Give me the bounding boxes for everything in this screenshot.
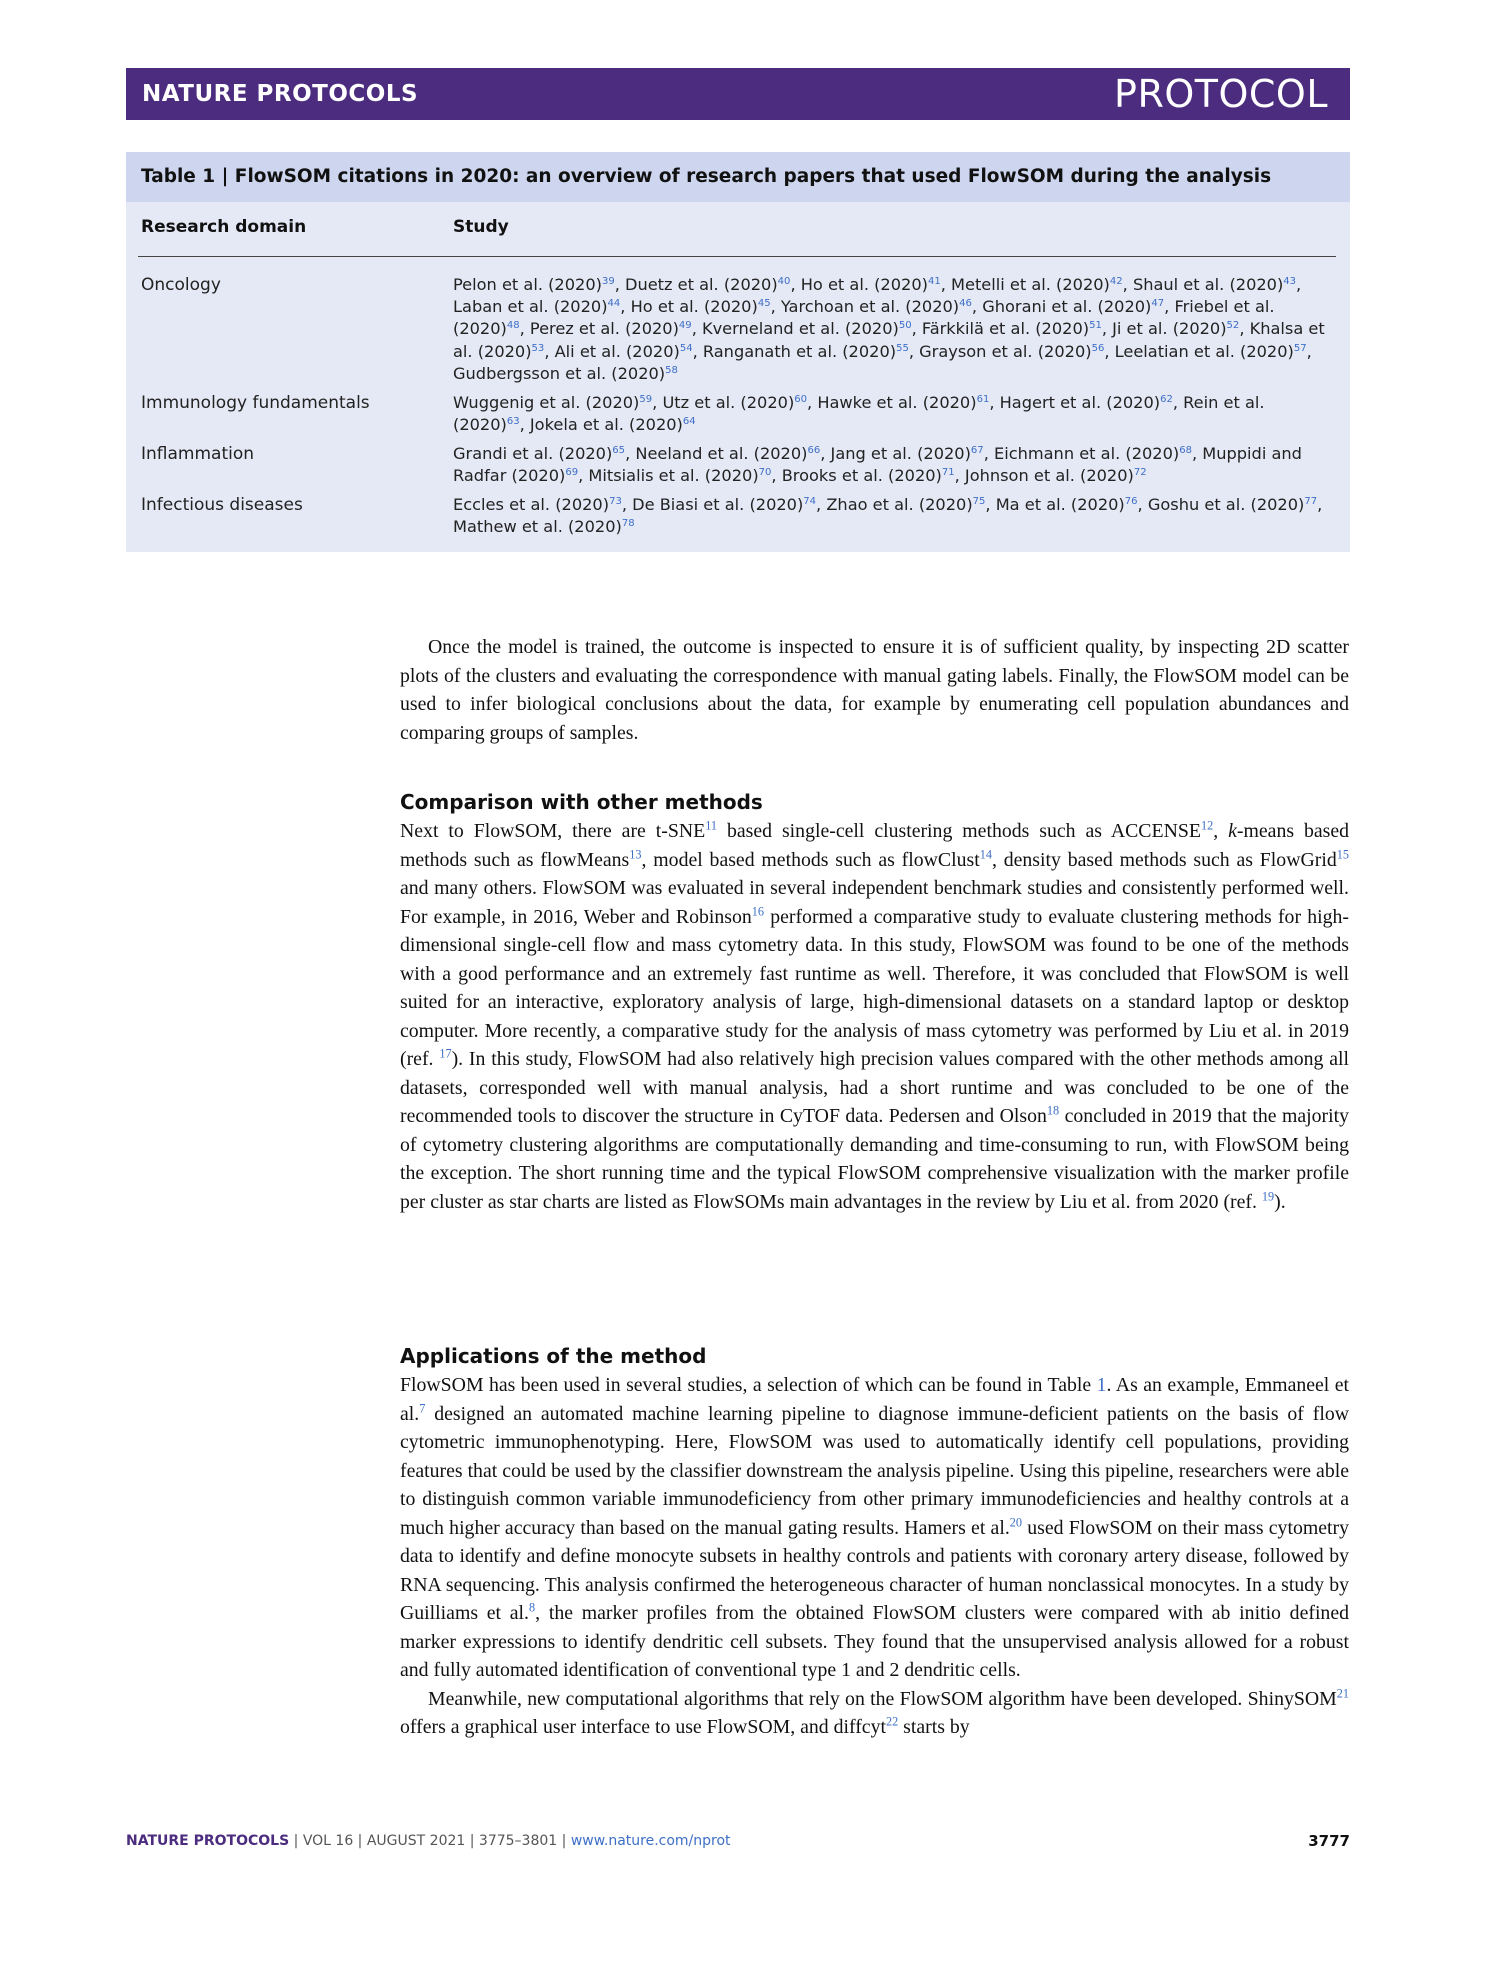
reference-link[interactable]: 19 [1261, 1188, 1275, 1203]
study-citation: Laban et al. (2020) [453, 297, 608, 317]
reference-link[interactable]: 75 [972, 495, 986, 507]
footer-citation: NATURE PROTOCOLS | VOL 16 | AUGUST 2021 | 3775–3801 | www.nature.com/nprot [126, 1833, 731, 1849]
reference-link[interactable]: 62 [1160, 393, 1173, 405]
study-citation: Ji et al. (2020) [1112, 319, 1227, 339]
article-type: PROTOCOL [1114, 72, 1328, 116]
journal-header-bar [126, 68, 1350, 120]
study-citation: Ma et al. (2020) [995, 495, 1125, 514]
reference-link[interactable]: 72 [1133, 466, 1147, 478]
table-row-studies: Eccles et al. $(2020)^{73}$, De Biasi et al. $(2020)^{74}$, Zhao et al. $(2020)^{75}$, Ma et al. $(2020)^{76}$, Goshu et al. $(2020)^{77}$, Mathew et al. $(2020)^{78}$ [453, 495, 1323, 537]
study-citation: Metelli et al. (2020) [951, 275, 1110, 294]
study-citation: Grayson et al. (2020) [919, 341, 1092, 361]
table-row-domain: Oncology [141, 275, 221, 295]
study-citation: Grandi et al. (2020) [453, 444, 613, 463]
reference-link[interactable]: 70 [758, 466, 772, 478]
study-citation: Friebel et al. (2020) [453, 297, 1275, 339]
reference-link[interactable]: 16 [751, 903, 764, 918]
reference-link[interactable]: 56 [1091, 342, 1105, 354]
study-citation: Wuggenig et al. (2020) [453, 393, 640, 412]
reference-link[interactable]: 68 [1179, 444, 1192, 456]
study-citation: Ali et al. (2020) [554, 341, 680, 361]
study-citation: Ho et al. (2020) [630, 297, 758, 317]
study-citation: Shaul et al. (2020) [1132, 275, 1284, 294]
study-citation: Neeland et al. (2020) [635, 444, 808, 463]
reference-link[interactable]: 76 [1124, 495, 1138, 507]
study-citation: Khalsa et al. (2020) [453, 319, 1325, 361]
table-row-domain: Infectious diseases [141, 495, 303, 515]
reference-link[interactable]: 13 [629, 846, 642, 861]
study-citation: Ho et al. (2020) [800, 275, 928, 294]
study-citation: De Biasi et al. (2020) [632, 495, 804, 514]
study-citation: Eccles et al. (2020) [453, 495, 610, 514]
reference-link[interactable]: 60 [794, 393, 808, 405]
reference-link[interactable]: 21 [1336, 1685, 1349, 1700]
footer-url-link[interactable]: www.nature.com/nprot [570, 1833, 731, 1849]
reference-link[interactable]: 63 [506, 415, 520, 427]
reference-link[interactable]: 55 [896, 342, 909, 354]
table-row-domain: Inflammation [141, 444, 255, 464]
reference-link[interactable]: 48 [506, 320, 520, 332]
reference-link[interactable]: 43 [1283, 275, 1297, 287]
reference-link[interactable]: 8 [529, 1600, 536, 1615]
study-citation: Leelatian et al. (2020) [1114, 341, 1294, 361]
reference-link[interactable]: 7 [419, 1400, 426, 1415]
reference-link[interactable]: 73 [609, 495, 622, 507]
table-row-domain: Immunology fundamentals [141, 393, 370, 413]
reference-link[interactable]: 52 [1226, 320, 1240, 332]
table-header-rule [138, 256, 1336, 257]
section-heading-applications: Applications of the method [400, 1344, 707, 1368]
study-citation: Jang et al. (2020) [830, 444, 971, 463]
study-citation: Eichmann et al. (2020) [993, 444, 1180, 463]
study-citation: Perez et al. (2020) [529, 319, 679, 339]
study-citation: Mathew et al. (2020) [453, 517, 622, 537]
study-citation: Färkkilä et al. (2020) [921, 319, 1090, 339]
study-citation: Yarchoan et al. (2020) [780, 297, 960, 317]
table-row-studies: Grandi et al. $(2020)^{65}$, Neeland et al. $(2020)^{66}$, Jang et al. $(2020)^{67}$, Eichmann et al. $(2020)^{68}$, Muppidi and Radfar $(2020)^{69}$, Mitsialis et al. $(2020)^{70}$, Brooks et al. $(2020)^{71}$, Johnson et al. $(2020)^{72}$ [453, 444, 1302, 486]
reference-link[interactable]: 77 [1304, 495, 1318, 507]
reference-link[interactable]: 61 [976, 393, 990, 405]
reference-link[interactable]: 54 [679, 342, 693, 354]
reference-link[interactable]: 74 [803, 495, 817, 507]
section-heading-comparison: Comparison with other methods [400, 790, 763, 814]
column-header-study: Study [453, 217, 509, 237]
study-citation: Utz et al. (2020) [662, 393, 795, 412]
reference-link[interactable]: 58 [665, 364, 678, 376]
reference-link[interactable]: 45 [757, 297, 771, 309]
reference-link[interactable]: 11 [705, 818, 718, 833]
footer-volume: VOL 16 [302, 1833, 354, 1849]
study-citation: Rein et al. (2020) [453, 393, 1265, 435]
study-citation: Brooks et al. (2020) [781, 466, 942, 486]
study-citation: Johnson et al. (2020) [964, 466, 1134, 486]
reference-link[interactable]: 66 [807, 444, 821, 456]
study-citation: Hagert et al. (2020) [999, 393, 1161, 412]
study-citation: Ranganath et al. (2020) [702, 341, 897, 361]
reference-link[interactable]: 44 [607, 297, 621, 309]
footer-date: AUGUST 2021 [366, 1833, 466, 1849]
study-citation: Kverneland et al. (2020) [701, 319, 899, 339]
reference-link[interactable]: 78 [621, 517, 635, 529]
page-number: 3777 [1308, 1832, 1350, 1850]
study-citation: Goshu et al. (2020) [1147, 495, 1305, 514]
reference-link[interactable]: 15 [1336, 846, 1350, 861]
intro-paragraph: Once the model is trained, the outcome is inspected to ensure it is of sufficient quality, by inspecting 2D scatter plots of the clusters and evaluating the correspondence with manual gating labels. Finally, the FlowSOM model can be used to infer biological conclusions about the data, for example by enumerating cell population abundances and comparing groups of samples. [400, 636, 1349, 744]
study-citation: Ghorani et al. (2020) [982, 297, 1152, 317]
reference-link[interactable]: 65 [612, 444, 626, 456]
reference-link[interactable]: 18 [1046, 1103, 1060, 1118]
reference-link[interactable]: 40 [777, 275, 791, 287]
table-caption: Table 1 | FlowSOM citations in 2020: an overview of research papers that used FlowSOM during the analysis [126, 152, 1350, 202]
study-citation: Muppidi and Radfar (2020) [453, 444, 1302, 486]
table-row-studies: Wuggenig et al. $(2020)^{59}$, Utz et al. $(2020)^{60}$, Hawke et al. $(2020)^{61}$, Hagert et al. $(2020)^{62}$, Rein et al. $(2020)^{63}$, Jokela et al. $(2020)^{64}$ [453, 393, 1265, 435]
reference-link[interactable]: 22 [885, 1714, 899, 1729]
reference-link[interactable]: 12 [1200, 818, 1214, 833]
study-citation: Hawke et al. (2020) [817, 393, 977, 412]
applications-paragraphs: FlowSOM has been used in several studies, a selection of which can be found in Table 1. As an example, Emmaneel et al.$^7$ designed an automated machine learning pipeline to diagnose immune-deficient patients on the basis of flow cytometric immunophenotyping. Here, FlowSOM was used to automatically identify cell populations, providing features that could be used by the classifier downstream the analysis pipeline. Using this pipeline, researchers were able to distinguish common variable immunodeficiency from other primary immunodeficiencies and healthy controls at a much higher accuracy than based on the manual gating results. Hamers et al.$^{20}$ used FlowSOM on their mass cytometry data to identify and define monocyte subsets in healthy controls and patients with coronary artery disease, followed by RNA sequencing. This analysis confirmed the heterogeneous character of human nonclassical monocytes. In a study by Guilliams et al.$^8$, the marker profiles from the obtained FlowSOM clusters were compared with ab initio defined marker expressions to identify dendritic cell subsets. They found that the unsupervised analysis allowed for a robust and fully automated identification of conventional type 1 and 2 dendritic cells. Meanwhile, new computational algorithms that rely on the FlowSOM algorithm have been developed. ShinySOM$^{21}$ offers a graphical user interface to use FlowSOM, and diffcyt$^{22}$ starts by [400, 1374, 1350, 1738]
reference-link[interactable]: 50 [898, 320, 912, 332]
reference-link[interactable]: 49 [678, 320, 692, 332]
reference-link[interactable]: 64 [682, 415, 696, 427]
reference-link[interactable]: 14 [979, 846, 992, 861]
italic-term: k [1228, 820, 1237, 842]
column-header-domain: Research domain [141, 217, 307, 237]
study-citation: Duetz et al. (2020) [625, 275, 778, 294]
reference-link[interactable]: 46 [959, 297, 972, 309]
study-citation: Pelon et al. (2020) [453, 275, 602, 294]
reference-link[interactable]: 57 [1293, 342, 1307, 354]
journal-name: NATURE PROTOCOLS [142, 81, 419, 107]
reference-link[interactable]: 71 [941, 466, 955, 478]
table-reference-link[interactable]: 1 [1096, 1374, 1107, 1396]
reference-link[interactable]: 47 [1151, 297, 1165, 309]
reference-link[interactable]: 59 [639, 393, 653, 405]
reference-link[interactable]: 42 [1109, 275, 1123, 287]
study-citation: Jokela et al. (2020) [529, 415, 683, 435]
table-row-studies: Pelon et al. $(2020)^{39}$, Duetz et al. $(2020)^{40}$, Ho et al. $(2020)^{41}$, Metelli et al. $(2020)^{42}$, Shaul et al. $(2020)^{43}$, Laban et al. $(2020)^{44}$, Ho et al. $(2020)^{45}$, Yarchoan et al. $(2020)^{46}$, Ghorani et al. $(2020)^{47}$, Friebel et al. $(2020)^{48}$, Perez et al. $(2020)^{49}$, Kverneland et al. $(2020)^{50}$, Färkkilä et al. $(2020)^{51}$, Ji et al. $(2020)^{52}$, Khalsa et al. $(2020)^{53}$, Ali et al. $(2020)^{54}$, Ranganath et al. $(2020)^{55}$, Grayson et al. $(2020)^{56}$, Leelatian et al. $(2020)^{57}$, Gudbergsson et al. $(2020)^{58}$ [453, 275, 1325, 383]
study-citation: Zhao et al. (2020) [826, 495, 973, 514]
reference-link[interactable]: 51 [1089, 320, 1102, 332]
study-citation: Gudbergsson et al. (2020) [453, 363, 666, 383]
footer-journal: NATURE PROTOCOLS [126, 1833, 290, 1849]
study-citation: Mitsialis et al. (2020) [588, 466, 759, 486]
reference-link[interactable]: 69 [565, 466, 579, 478]
reference-link[interactable]: 53 [531, 342, 545, 354]
reference-link[interactable]: 41 [927, 275, 941, 287]
comparison-paragraph: Next to FlowSOM, there are t-SNE$^{11}$ based single-cell clustering methods such as ACCENSE$^{12}$, k-means based methods such as flowMeans$^{13}$, model based methods such as flowClust$^{14}$, density based methods such as FlowGrid$^{15}$ and many others. FlowSOM was evaluated in several independent benchmark studies and consistently performed well. For example, in 2016, Weber and Robinson$^{16}$ performed a comparative study to evaluate clustering methods for high-dimensional single-cell flow and mass cytometry data. In this study, FlowSOM was found to be one of the methods with a good performance and an extremely fast runtime as well. Therefore, it was concluded that FlowSOM is well suited for an interactive, exploratory analysis of large, high-dimensional datasets on a standard laptop or desktop computer. More recently, a comparative study for the analysis of mass cytometry was performed by Liu et al. in 2019 (ref. $^{17}$). In this study, FlowSOM had also relatively high precision values compared with the other methods among all datasets, corresponded well with manual analysis, had a short runtime and was concluded to be one of the recommended tools to discover the structure in CyTOF data. Pedersen and Olson$^{18}$ concluded in 2019 that the majority of cytometry clustering algorithms are computationally demanding and time-consuming to run, with FlowSOM being the exception. The short running time and the typical FlowSOM comprehensive visualization with the marker profile per cluster as star charts are listed as FlowSOMs main advantages in the review by Liu et al. from 2020 (ref. $^{19}$). [400, 818, 1350, 1213]
reference-link[interactable]: 67 [970, 444, 984, 456]
reference-link[interactable]: 17 [439, 1046, 452, 1061]
footer-pages: 3775–3801 [478, 1833, 558, 1849]
reference-link[interactable]: 39 [601, 275, 615, 287]
reference-link[interactable]: 20 [1009, 1514, 1023, 1529]
